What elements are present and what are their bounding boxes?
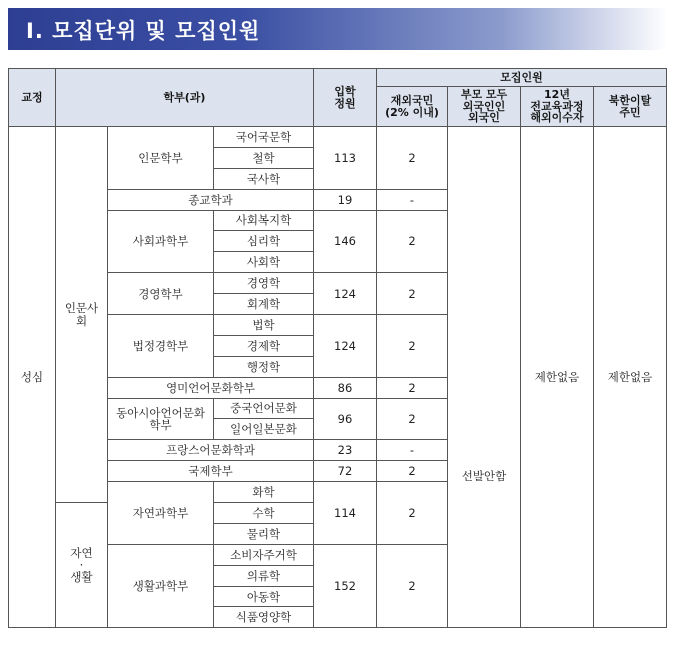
overseas-value: 2 bbox=[377, 398, 448, 440]
quota-value: 96 bbox=[314, 398, 377, 440]
unit-name: 사회과학부 bbox=[108, 210, 214, 273]
header-overseas-koreans: 재외국민 (2% 이내) bbox=[377, 87, 448, 127]
major-name: 국어국문학 bbox=[214, 127, 314, 148]
quota-value: 23 bbox=[314, 440, 377, 461]
major-name: 행정학 bbox=[214, 356, 314, 377]
unit-name: 국제학부 bbox=[108, 461, 314, 482]
major-name: 법학 bbox=[214, 315, 314, 336]
quota-value: 124 bbox=[314, 273, 377, 315]
unit-name: 생활과학부 bbox=[108, 544, 214, 628]
major-name: 국사학 bbox=[214, 168, 314, 189]
overseas-value: 2 bbox=[377, 461, 448, 482]
overseas-value: 2 bbox=[377, 210, 448, 273]
unit-name: 법정경학부 bbox=[108, 315, 214, 378]
header-quota: 입학 정원 bbox=[314, 69, 377, 127]
unit-name: 경영학부 bbox=[108, 273, 214, 315]
major-name: 사회학 bbox=[214, 252, 314, 273]
unit-name: 자연과학부 bbox=[108, 482, 214, 545]
overseas-value: 2 bbox=[377, 482, 448, 545]
group-science: 자연 · 생활 bbox=[56, 503, 108, 628]
major-name: 화학 bbox=[214, 482, 314, 503]
overseas-value: 2 bbox=[377, 544, 448, 628]
table-row bbox=[9, 127, 667, 148]
header-foreign-parents: 부모 모두 외국인인 외국인 bbox=[448, 87, 521, 127]
major-name: 수학 bbox=[214, 503, 314, 524]
quota-value: 124 bbox=[314, 315, 377, 378]
quota-value: 114 bbox=[314, 482, 377, 545]
major-name: 물리학 bbox=[214, 523, 314, 544]
quota-value: 146 bbox=[314, 210, 377, 273]
unit-name: 동아시아언어문화 학부 bbox=[108, 398, 214, 440]
major-name: 아동학 bbox=[214, 586, 314, 607]
quota-value: 19 bbox=[314, 189, 377, 210]
unit-name: 인문학부 bbox=[108, 127, 214, 190]
overseas-value: 2 bbox=[377, 315, 448, 378]
major-name: 사회복지학 bbox=[214, 210, 314, 231]
overseas-value: - bbox=[377, 189, 448, 210]
group-humanities: 인문사 회 bbox=[56, 127, 108, 503]
major-name: 식품영양학 bbox=[214, 607, 314, 628]
twelve-year-value: 제한없음 bbox=[521, 127, 594, 628]
overseas-value: 2 bbox=[377, 127, 448, 190]
quota-value: 86 bbox=[314, 377, 377, 398]
header-north-korean-defectors: 북한이탈 주민 bbox=[594, 87, 667, 127]
major-name: 일어일본문화 bbox=[214, 419, 314, 440]
campus-cell: 성심 bbox=[9, 127, 56, 628]
major-name: 소비자주거학 bbox=[214, 544, 314, 565]
major-name: 철학 bbox=[214, 147, 314, 168]
major-name: 의류학 bbox=[214, 565, 314, 586]
unit-name: 영미언어문화학부 bbox=[108, 377, 314, 398]
header-department: 학부(과) bbox=[56, 69, 314, 127]
foreign-value: 선발안함 bbox=[448, 127, 521, 482]
quota-value: 113 bbox=[314, 127, 377, 190]
major-name: 심리학 bbox=[214, 231, 314, 252]
major-name: 중국언어문화 bbox=[214, 398, 314, 419]
title-bar bbox=[8, 8, 668, 50]
defector-value: 제한없음 bbox=[594, 127, 667, 628]
overseas-value: 2 bbox=[377, 273, 448, 315]
major-name: 경제학 bbox=[214, 335, 314, 356]
major-name: 회계학 bbox=[214, 294, 314, 315]
quota-value: 72 bbox=[314, 461, 377, 482]
quota-value: 152 bbox=[314, 544, 377, 628]
overseas-value: 2 bbox=[377, 377, 448, 398]
header-recruit-count: 모집인원 bbox=[377, 69, 667, 87]
header-12-year-overseas: 12년 전교육과정 해외이수자 bbox=[521, 87, 594, 127]
overseas-value: - bbox=[377, 440, 448, 461]
page-title: Ⅰ. 모집단위 및 모집인원 bbox=[26, 19, 261, 43]
unit-name: 프랑스어문화학과 bbox=[108, 440, 314, 461]
recruitment-table bbox=[8, 68, 667, 628]
major-name: 경영학 bbox=[214, 273, 314, 294]
foreign-value-continued bbox=[448, 482, 521, 628]
header-campus: 교정 bbox=[9, 69, 56, 127]
unit-name: 종교학과 bbox=[108, 189, 314, 210]
